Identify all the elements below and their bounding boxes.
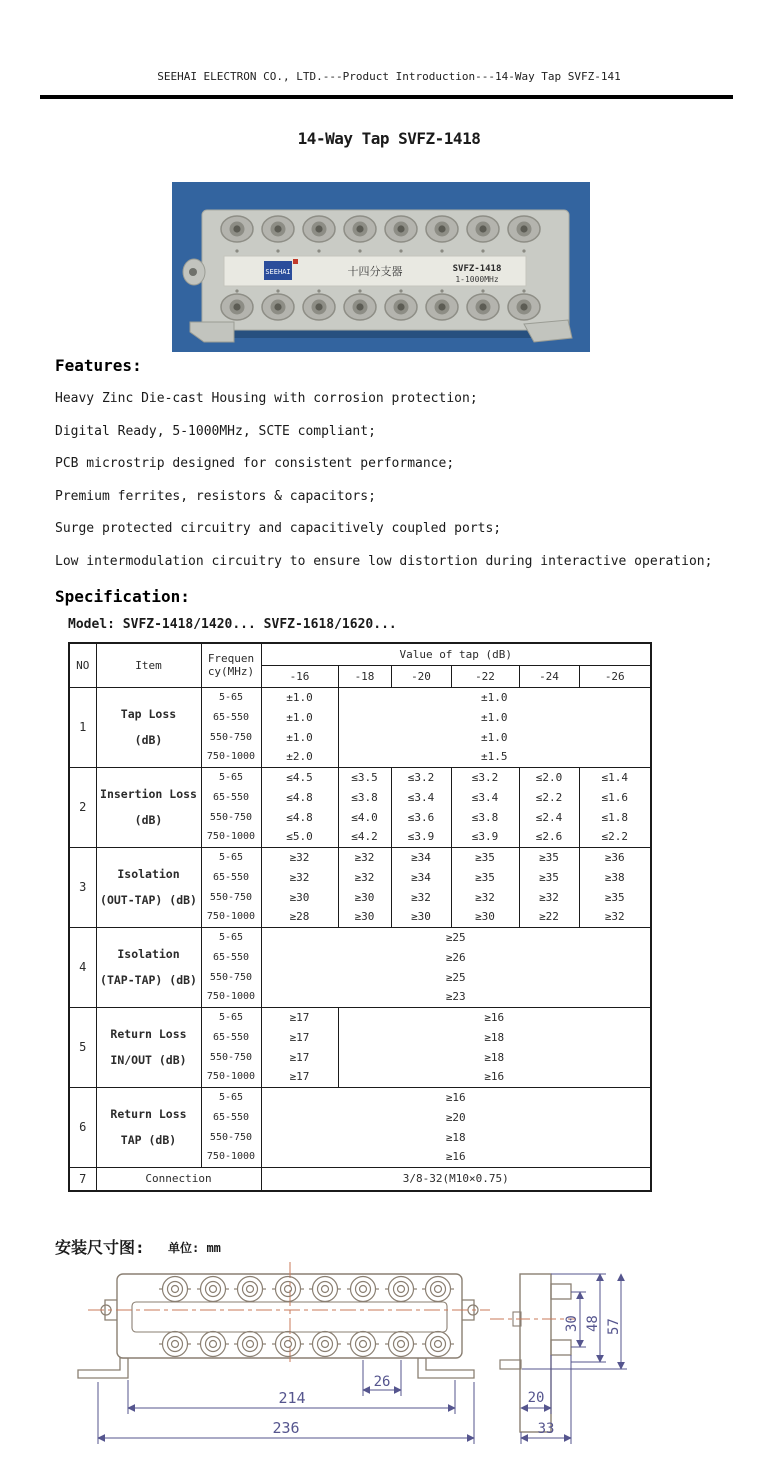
- value-cell: ±1.0: [338, 727, 651, 747]
- value-cell: ±1.0: [261, 707, 338, 727]
- item-line2: (dB): [134, 733, 163, 747]
- value-cell: ≥30: [451, 907, 519, 927]
- dim-depth-label: 20: [527, 1390, 545, 1406]
- feature-item: Premium ferrites, resistors & capacitors;: [55, 488, 376, 504]
- dim-flange-height-label: 48: [585, 1315, 601, 1332]
- freq-cell: 550-750: [201, 1047, 261, 1067]
- value-cell: ≥17: [261, 1067, 338, 1087]
- front-left-foot: [78, 1358, 128, 1378]
- table-row-isolation-tap-tap: [69, 927, 651, 1007]
- feature-item: Low intermodulation circuitry to ensure low distortion during interactive operation;: [55, 553, 713, 569]
- side-view: [490, 1274, 627, 1444]
- value-cell: ≥32: [451, 887, 519, 907]
- connection-value: 3/8-32(M10×0.75): [261, 1167, 651, 1191]
- value-cell: ≥25: [261, 927, 651, 947]
- tick-label: -16: [261, 665, 338, 687]
- value-cell: ≤2.2: [519, 787, 579, 807]
- freq-cell: 750-1000: [201, 827, 261, 847]
- freq-cell: 65-550: [201, 1107, 261, 1127]
- value-cell: ≥36: [579, 847, 651, 867]
- brand-logo-text: SEEHAI: [265, 268, 291, 276]
- header-frequency: [201, 643, 261, 687]
- freq-cell: 5-65: [201, 1007, 261, 1027]
- value-cell: ≥32: [261, 847, 338, 867]
- item-line1: Return Loss: [110, 1107, 187, 1121]
- value-cell: ≤3.4: [391, 787, 451, 807]
- value-cell: ±2.0: [261, 747, 338, 767]
- value-cell: ≥18: [338, 1047, 651, 1067]
- row-no: 5: [69, 1007, 96, 1087]
- freq-cell: 550-750: [201, 1127, 261, 1147]
- row-no: 1: [69, 687, 96, 767]
- value-cell: ≥23: [261, 987, 651, 1007]
- left-tab-hole: [189, 268, 197, 276]
- product-photo-graphic: [172, 182, 590, 352]
- value-cell: ±1.0: [261, 687, 338, 707]
- value-cell: ≥35: [519, 867, 579, 887]
- value-cell: ≥25: [261, 967, 651, 987]
- header-item: Item: [96, 643, 201, 687]
- value-cell: ≥16: [261, 1087, 651, 1107]
- row-item: [96, 767, 201, 847]
- side-top-stub: [551, 1284, 571, 1299]
- freq-cell: 65-550: [201, 707, 261, 727]
- front-body-outline: [117, 1274, 462, 1358]
- item-line1: Isolation: [117, 947, 180, 961]
- device-shadow: [202, 330, 569, 338]
- value-cell: ±1.0: [338, 707, 651, 727]
- feature-item: Heavy Zinc Die-cast Housing with corrosion protection;: [55, 391, 478, 406]
- freq-cell: 550-750: [201, 727, 261, 747]
- freq-cell: 65-550: [201, 867, 261, 887]
- value-cell: ≤3.5: [338, 767, 391, 787]
- model-line: Model: SVFZ-1418/1420... SVFZ-1618/1620...: [68, 617, 397, 632]
- front-view: [78, 1262, 490, 1444]
- value-cell: ≤2.6: [519, 827, 579, 847]
- dim-total-depth-label: 33: [537, 1421, 555, 1437]
- table-row-return-loss-tap: [69, 1087, 651, 1167]
- install-heading: 安装尺寸图:: [55, 1238, 145, 1257]
- value-cell: ≤1.4: [579, 767, 651, 787]
- tick-label: -24: [519, 665, 579, 687]
- value-cell: ≥18: [338, 1027, 651, 1047]
- product-photo: [172, 182, 590, 352]
- side-bottom-stub: [551, 1340, 571, 1355]
- freq-cell: 750-1000: [201, 987, 261, 1007]
- freq-cell: 5-65: [201, 1087, 261, 1107]
- device-label-freq: 1-1000MHz: [455, 275, 499, 284]
- value-cell: ≤2.2: [579, 827, 651, 847]
- value-cell: ≥30: [338, 907, 391, 927]
- value-cell: ≤2.4: [519, 807, 579, 827]
- dim-port-pitch-label: 26: [373, 1374, 391, 1390]
- device-label-cn: 十四分支器: [347, 265, 403, 278]
- freq-cell: 5-65: [201, 847, 261, 867]
- value-cell: ≤1.6: [579, 787, 651, 807]
- value-cell: ≥30: [338, 887, 391, 907]
- value-cell: ≥38: [579, 867, 651, 887]
- item-line2: (dB): [134, 813, 163, 827]
- freq-cell: 5-65: [201, 687, 261, 707]
- header-no: NO: [69, 643, 96, 687]
- value-cell: ≤4.8: [261, 787, 338, 807]
- value-cell: ≥32: [519, 887, 579, 907]
- value-cell: ≤4.8: [261, 807, 338, 827]
- value-cell: ≥35: [451, 847, 519, 867]
- specification-table: [68, 642, 652, 1192]
- tick-label: -18: [338, 665, 391, 687]
- value-cell: ≥26: [261, 947, 651, 967]
- feature-item: PCB microstrip designed for consistent performance;: [55, 456, 455, 471]
- item-line2: (OUT-TAP) (dB): [100, 893, 197, 907]
- value-cell: ≥30: [261, 887, 338, 907]
- header-frequency-line2: cy(MHz): [207, 665, 255, 679]
- value-cell: ≥32: [338, 847, 391, 867]
- value-cell: ≥34: [391, 867, 451, 887]
- item-line1: Insertion Loss: [100, 787, 197, 801]
- tick-label: -26: [579, 665, 651, 687]
- table-row-insertion-loss: [69, 767, 651, 847]
- value-cell: ≥17: [261, 1007, 338, 1027]
- brand-logo-mark: [293, 259, 298, 264]
- dimension-drawing: [70, 1262, 770, 1460]
- freq-cell: 750-1000: [201, 1067, 261, 1087]
- value-cell: ≤3.2: [451, 767, 519, 787]
- value-cell: ≤4.0: [338, 807, 391, 827]
- header-divider: [40, 95, 733, 99]
- value-cell: ≤3.8: [338, 787, 391, 807]
- table-row-isolation-out-tap: [69, 847, 651, 927]
- value-cell: ≥22: [519, 907, 579, 927]
- freq-cell: 750-1000: [201, 747, 261, 767]
- page-title: 14-Way Tap SVFZ-1418: [297, 129, 481, 148]
- value-cell: ≥34: [391, 847, 451, 867]
- value-cell: ≥17: [261, 1047, 338, 1067]
- freq-cell: 65-550: [201, 947, 261, 967]
- table-row-return-loss-in-out: [69, 1007, 651, 1087]
- features-heading: Features:: [55, 356, 142, 375]
- connection-label: Connection: [96, 1167, 261, 1191]
- row-no: 6: [69, 1087, 96, 1167]
- freq-cell: 5-65: [201, 927, 261, 947]
- feature-item: Surge protected circuitry and capacitively coupled ports;: [55, 521, 502, 536]
- value-cell: ≥35: [519, 847, 579, 867]
- value-cell: ≥16: [338, 1007, 651, 1027]
- item-line1: Return Loss: [110, 1027, 187, 1041]
- value-cell: ≤3.9: [451, 827, 519, 847]
- value-cell: ≤1.8: [579, 807, 651, 827]
- value-cell: ≤3.6: [391, 807, 451, 827]
- value-cell: ≥16: [261, 1147, 651, 1167]
- table-row-tap-loss: [69, 687, 651, 767]
- device-label-model: SVFZ-1418: [452, 264, 502, 274]
- row-item: [96, 1087, 201, 1167]
- value-cell: ≤3.2: [391, 767, 451, 787]
- freq-cell: 65-550: [201, 787, 261, 807]
- dim-total-width-label: 236: [272, 1419, 300, 1437]
- table-row-connection: [69, 1167, 651, 1191]
- feature-item: Digital Ready, 5-1000MHz, SCTE compliant;: [55, 423, 376, 439]
- value-cell: ≥32: [579, 907, 651, 927]
- header-tap-value: Value of tap (dB): [261, 643, 651, 665]
- value-cell: ≥35: [451, 867, 519, 887]
- page-header-text: SEEHAI ELECTRON CO., LTD.---Product Introduction---14-Way Tap SVFZ-141: [157, 70, 621, 83]
- value-cell: ≤4.2: [338, 827, 391, 847]
- row-item: [96, 847, 201, 927]
- dim-total-height-label: 57: [606, 1318, 622, 1335]
- item-line1: Isolation: [117, 867, 180, 881]
- value-cell: ≥17: [261, 1027, 338, 1047]
- row-item: [96, 687, 201, 767]
- value-cell: ≤3.9: [391, 827, 451, 847]
- value-cell: ≥35: [579, 887, 651, 907]
- row-no: 4: [69, 927, 96, 1007]
- row-item: [96, 927, 201, 1007]
- header-frequency-line1: Frequen: [207, 652, 255, 666]
- row-no: 7: [69, 1167, 96, 1191]
- item-line2: TAP (dB): [120, 1133, 177, 1147]
- freq-cell: 750-1000: [201, 907, 261, 927]
- side-ledge: [500, 1360, 521, 1369]
- value-cell: ≤4.5: [261, 767, 338, 787]
- freq-cell: 550-750: [201, 967, 261, 987]
- freq-cell: 550-750: [201, 807, 261, 827]
- dimension-drawing-graphic: [70, 1262, 770, 1460]
- value-cell: ≤5.0: [261, 827, 338, 847]
- features-list: [55, 391, 735, 586]
- freq-cell: 750-1000: [201, 1147, 261, 1167]
- value-cell: ≥18: [261, 1127, 651, 1147]
- value-cell: ≥32: [391, 887, 451, 907]
- install-unit-label: 单位: mm: [168, 1241, 221, 1255]
- specification-heading: Specification:: [55, 587, 190, 606]
- row-item: [96, 1007, 201, 1087]
- value-cell: ≥20: [261, 1107, 651, 1127]
- tick-label: -20: [391, 665, 451, 687]
- value-cell: ±1.0: [261, 727, 338, 747]
- freq-cell: 550-750: [201, 887, 261, 907]
- dim-body-width-label: 214: [278, 1389, 306, 1407]
- tick-label: -22: [451, 665, 519, 687]
- freq-cell: 5-65: [201, 767, 261, 787]
- row-no: 2: [69, 767, 96, 847]
- item-line2: (TAP-TAP) (dB): [100, 973, 197, 987]
- value-cell: ±1.5: [338, 747, 651, 767]
- value-cell: ≤3.8: [451, 807, 519, 827]
- value-cell: ≤2.0: [519, 767, 579, 787]
- table-header: [69, 643, 651, 687]
- row-no: 3: [69, 847, 96, 927]
- dim-port-spacing-label: 30: [564, 1315, 580, 1332]
- freq-cell: 65-550: [201, 1027, 261, 1047]
- value-cell: ≤3.4: [451, 787, 519, 807]
- item-line1: Tap Loss: [120, 707, 177, 721]
- item-line2: IN/OUT (dB): [110, 1053, 187, 1067]
- value-cell: ≥28: [261, 907, 338, 927]
- value-cell: ≥32: [261, 867, 338, 887]
- value-cell: ±1.0: [338, 687, 651, 707]
- value-cell: ≥16: [338, 1067, 651, 1087]
- value-cell: ≥32: [338, 867, 391, 887]
- value-cell: ≥30: [391, 907, 451, 927]
- front-right-foot: [418, 1358, 474, 1378]
